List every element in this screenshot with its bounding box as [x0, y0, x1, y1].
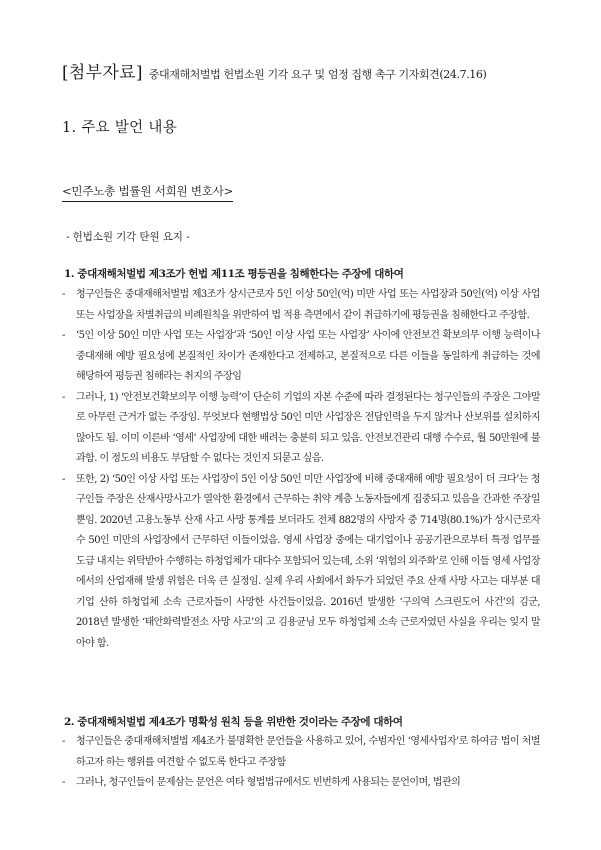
paragraph-2-1: - 청구인들은 중대재해처벌법 제4조가 불명확한 문언들을 사용하고 있어, 수범자인 ‘영세사업자’로 하여금 법이 처벌하고자 하는 행위를 여견할 수 없도록 한다고 주장함: [62, 736, 540, 768]
argument-heading-2: 2. 중대재해처벌법 제4조가 명확성 원칙 등을 위반한 것이라는 주장에 대하여: [64, 716, 403, 728]
paragraph-text: 또한, 2) ‘50인 이상 사업 또는 사업장이 5인 이상 50인 미만 사업장에 비해 중대재해 예방 필요성이 더 크다’는 청구인들 주장은 산재사망사고가 열악한 환경에서 근무하는 취약 계층 노동자들에게 집중되고 있음을 간과한 주장일 뿐임. 2020년 고용노동부 산재 사고 사망 통계를 보더라도 전체 882명의 사망자 중 714명(80.1%)가 상시근로자수 50인 미만의 사업장에서 근무하던 이들이었음. 영세 사업장 중에는 대기업이나 공공기관으로부터 특정 업무를 도급 내지는 위탁받아 수행하는 하청업체가 대다수 포함되어 있는데, 소위 ‘위험의 외주화’로 인해 이들 영세 사업장에서의 산업재해 발생 위험은 더욱 큰 실정임. 실제 우리 사회에서 화두가 되었던 주요 산재 사망 사고는 대부분 대기업 산하 하청업체 소속 근로자들이 사망한 사건들이었음. 2016년 발생한 ‘구의역 스크린도어 사건’의 김군, 2018년 발생한 ‘태안화력발전소 사망 사고’의 고 김용균님 모두 하청업체 소속 근로자였던 사실을 우리는 잊지 말아야 함.: [76, 473, 540, 649]
argument-section-2: [62, 714, 540, 794]
paragraph-2-2: - 그러나, 청구인들이 문제삼는 문언은 여타 형법법규에서도 빈번하게 사용되는 문언이며, 법관의: [62, 777, 461, 788]
summary-title: - 헌법소원 기각 탄원 요지 -: [66, 231, 190, 243]
paragraph-text: 그러나, 1) ‘안전보건확보의무 이행 능력’이 단순히 기업의 자본 수준에 따라 결정된다는 청구인들의 주장은 그야말로 아무런 근거가 없는 주장임. 무엇보다 현행법상 50인 미만 사업장은 전담인력을 두지 않거나 산보위를 설치하지 않아도 됨. 이미 이른바 ‘영세’ 사업장에 대한 배려는 충분히 되고 있음. 안전보건관리 대행 수수료, 월 50만원에 불과함. 이 정도의 비용도 부담할 수 없다는 것인지 되묻고 싶음.: [76, 391, 540, 464]
paragraph-1-4: - 또한, 2) ‘50인 이상 사업 또는 사업장이 5인 이상 50인 미만 사업장에 비해 중대재해 예방 필요성이 더 크다’는 청구인들 주장은 산재사망사고가 열악한 환경에서 근무하는 취약 계층 노동자들에게 집중되고 있음을 간과한 주장일 뿐임. 2020년 고용노동부 산재 사고 사망 통계를 보더라도 전체 882명의 사망자 중 714명(80.1%)가 상시근로자수 50인 미만의 사업장에서 근무하던 이들이었음. 영세 사업장 중에는 대기업이나 공공기관으로부터 특정 업무를 도급 내지는 위탁받아 수행하는 하청업체가 대다수 포함되어 있는데, 소위 ‘위험의 외주화’로 인해 이들 영세 사업장에서의 산업재해 발생 위험은 더욱 큰 실정임. 실제 우리 사회에서 화두가 되었던 주요 산재 사망 사고는 대부분 대기업 산하 하청업체 소속 근로자들이 사망한 사건들이었음. 2016년 발생한 ‘구의역 스크린도어 사건’의 김군, 2018년 발생한 ‘태안화력발전소 사망 사고’의 고 김용균님 모두 하청업체 소속 근로자였던 사실을 우리는 잊지 말아야 함.: [62, 473, 540, 649]
paragraph-1-2: - ‘5인 이상 50인 미만 사업 또는 사업장’과 ‘50인 이상 사업 또는 사업장’ 사이에 안전보건 확보의무 이행 능력이나 중대재해 예방 필요성에 본질적인 차이가 존재한다고 전제하고, 본질적으로 다른 이들을 동일하게 취급하는 것에 해당하여 평등권 침해라는 취지의 주장임: [62, 330, 540, 382]
paragraph-1-3: - 그러나, 1) ‘안전보건확보의무 이행 능력’이 단순히 기업의 자본 수준에 따라 결정된다는 청구인들의 주장은 그야말로 아무런 근거가 없는 주장임. 무엇보다 현행법상 50인 미만 사업장은 전담인력을 두지 않거나 산보위를 설치하지 않아도 됨. 이미 이른바 ‘영세’ 사업장에 대한 배려는 충분히 되고 있음. 안전보건관리 대행 수수료, 월 50만원에 불과함. 이 정도의 비용도 부담할 수 없다는 것인지 되묻고 싶음.: [62, 391, 540, 464]
attachment-tag: [첨부자료]: [62, 63, 143, 83]
press-conference-title: 중대재해처벌법 헌법소원 기각 요구 및 엄정 집행 촉구 기자회견(24.7.16): [148, 68, 487, 81]
document-header: [62, 58, 486, 83]
section-heading: 1. 주요 발언 내용: [62, 120, 178, 136]
paragraph-text: 그러나, 청구인들이 문제삼는 문언은 여타 형법법규에서도 빈번하게 사용되는 문언이며, 법관의: [76, 777, 461, 788]
argument-section-1: [62, 266, 540, 654]
paragraph-text: ‘5인 이상 50인 미만 사업 또는 사업장’과 ‘50인 이상 사업 또는 사업장’ 사이에 안전보건 확보의무 이행 능력이나 중대재해 예방 필요성에 본질적인 차이가 존재한다고 전제하고, 본질적으로 다른 이들을 동일하게 취급하는 것에 해당하여 평등권 침해라는 취지의 주장임: [76, 330, 540, 382]
argument-heading-1: 1. 중대재해처벌법 제3조가 헌법 제11조 평등권을 침해한다는 주장에 대하여: [64, 268, 404, 280]
speaker-heading: <민주노총 법률원 서희원 변호사>: [62, 184, 234, 198]
paragraph-text: 청구인들은 중대재해처벌법 제4조가 불명확한 문언들을 사용하고 있어, 수범자인 ‘영세사업자’로 하여금 법이 처벌하고자 하는 행위를 여견할 수 없도록 한다고 주장함: [76, 736, 540, 768]
paragraph-1-1: - 청구인들은 중대재해처벌법 제3조가 상시근로자 5인 이상 50인(억) 미만 사업 또는 사업장과 50인(억) 이상 사업 또는 사업장을 차별취급의 비례원칙을 위반하여 법 적용 측면에서 같이 취급하기에 평등권을 침해한다고 주장함.: [62, 289, 540, 321]
paragraph-text: 청구인들은 중대재해처벌법 제3조가 상시근로자 5인 이상 50인(억) 미만 사업 또는 사업장과 50인(억) 이상 사업 또는 사업장을 차별취급의 비례원칙을 위반하여 법 적용 측면에서 같이 취급하기에 평등권을 침해한다고 주장함.: [76, 289, 540, 321]
